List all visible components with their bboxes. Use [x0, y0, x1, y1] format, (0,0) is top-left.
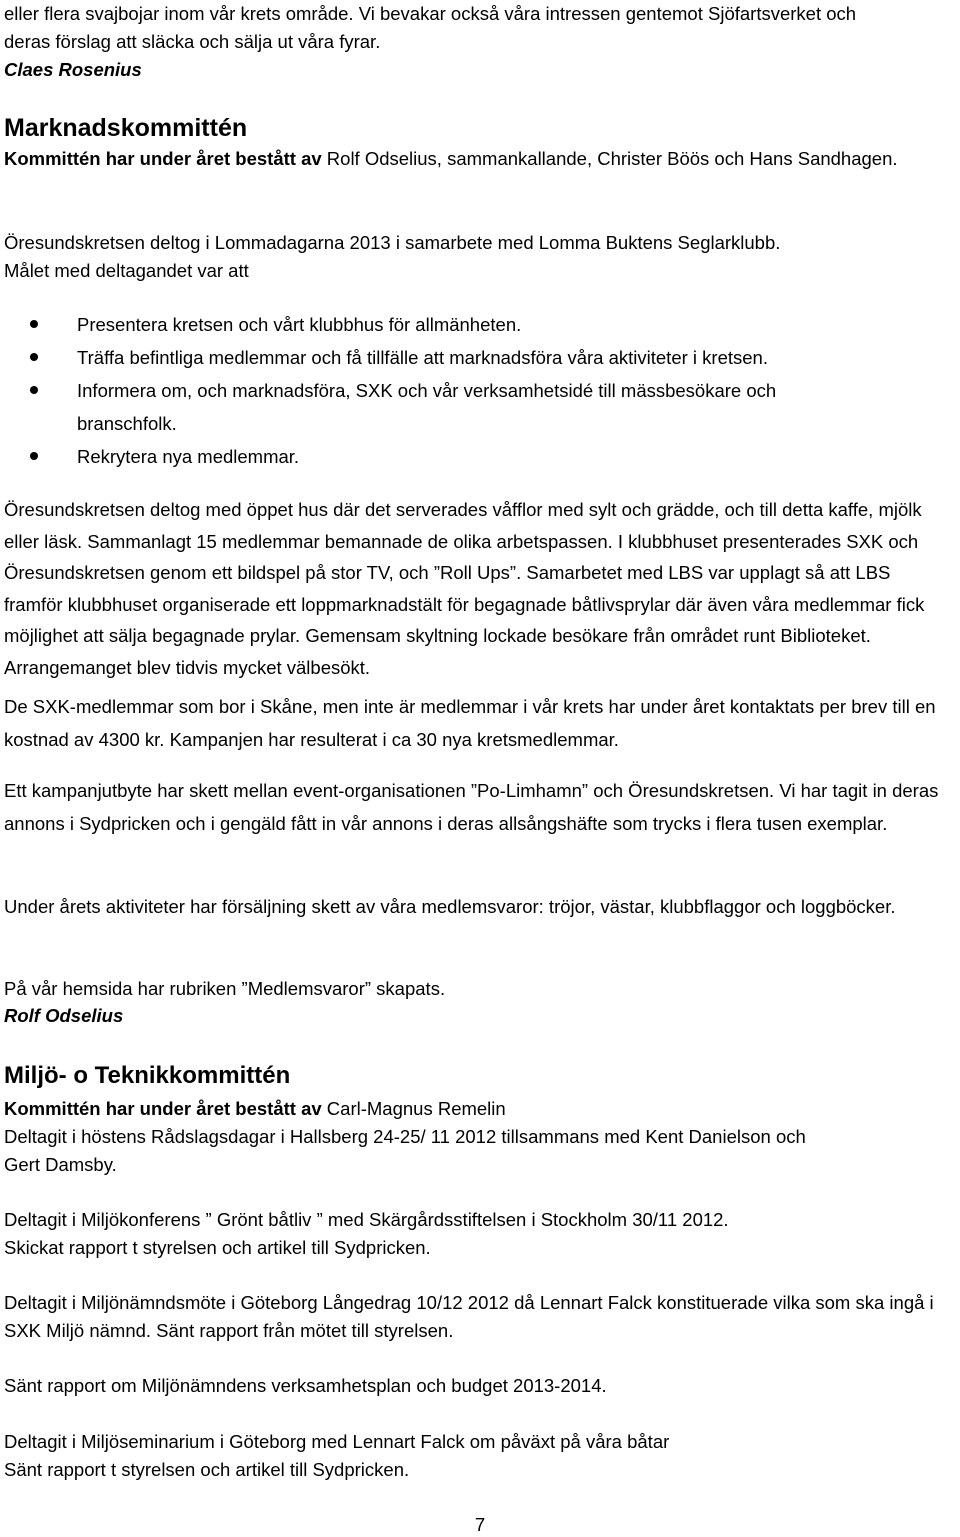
heading-marknadskommitten: Marknadskommittén: [4, 114, 248, 142]
miljo-p2-line2: Skickat rapport t styrelsen och artikel till Sydpricken.: [4, 1237, 431, 1258]
list-item: Informera om, och marknadsföra, SXK och vår verksamhetsidé till mässbesökare och branschfolk.: [4, 374, 877, 440]
marknad-paragraph-2: De SXK-medlemmar som bor i Skåne, men inte är medlemmar i vår krets har under året kontaktats per brev till en kostnad av 4300 kr. Kampanjen har resulterat i ca 30 nya kretsmedlemmar.: [4, 696, 936, 750]
marknad-paragraph-5: På vår hemsida har rubriken ”Medlemsvaror” skapats.: [4, 978, 446, 999]
bullet-icon: [30, 386, 38, 394]
marknad-goals-list: [4, 308, 904, 473]
signature-rolf: Rolf Odselius: [4, 1005, 124, 1026]
miljo-members: [4, 1095, 506, 1123]
list-item: Presentera kretsen och vårt klubbhus för allmänheten.: [4, 308, 904, 341]
marknad-paragraph-1: Öresundskretsen deltog med öppet hus där det serverades våfflor med sylt och grädde, och till detta kaffe, mjölk eller läsk. Sammanlagt 15 medlemmar bemannade de olika arbetspassen. I klubbhuset presenterades SXK och Öresundskretsen genom ett bildspel på stor TV, och ”Roll Ups”. Samarbetet med LBS var upplagt så att LBS framför klubbhuset organiserade ett loppmarknadstält för begagnade båtlivsprylar där även våra medlemmar fick möjlighet att sälja begagnade prylar. Gemensam skyltning lockade besökare från området runt Biblioteket. Arrangemanget blev tidvis mycket välbesökt.: [4, 499, 925, 678]
miljo-p4: Sänt rapport om Miljönämndens verksamhetsplan och budget 2013-2014.: [4, 1375, 607, 1396]
marknad-members-names: Rolf Odselius, sammankallande, Christer Böös och Hans Sandhagen.: [321, 148, 898, 169]
miljo-p1-line1: Deltagit i höstens Rådslagsdagar i Hallsberg 24-25/ 11 2012 tillsammans med Kent Danielson och: [4, 1126, 806, 1147]
top-line-1: eller flera svajbojar inom vår krets område. Vi bevakar också våra intressen gentemot Sjöfartsverket och: [4, 3, 857, 24]
miljo-members-lead: Kommittén har under året bestått av: [4, 1098, 322, 1119]
marknad-members: [4, 145, 904, 173]
marknad-members-lead: Kommittén har under året bestått av: [4, 148, 322, 169]
signature-claes: Claes Rosenius: [4, 59, 142, 80]
bullet-icon: [30, 452, 38, 460]
miljo-p1-line2: Gert Damsby.: [4, 1154, 117, 1175]
miljo-p3: Deltagit i Miljönämndsmöte i Göteborg Långedrag 10/12 2012 då Lennart Falck konstituerade vilka som ska ingå i SXK Miljö nämnd. Sänt rapport från mötet till styrelsen.: [4, 1292, 934, 1341]
miljo-p5-line2: Sänt rapport t styrelsen och artikel till Sydpricken.: [4, 1459, 410, 1480]
miljo-p2-line1: Deltagit i Miljökonferens ” Grönt båtliv ” med Skärgårdsstiftelsen i Stockholm 30/11 2012.: [4, 1209, 729, 1230]
top-section: [4, 0, 856, 84]
bullet-icon: [30, 353, 38, 361]
list-item: Rekrytera nya medlemmar.: [4, 440, 904, 473]
page-number: 7: [474, 1514, 486, 1535]
miljo-p5-line1: Deltagit i Miljöseminarium i Göteborg med Lennart Falck om påväxt på våra båtar: [4, 1431, 670, 1452]
heading-miljo-teknik: Miljö- o Teknikkommittén: [4, 1062, 291, 1089]
top-line-2: deras förslag att släcka och sälja ut våra fyrar.: [4, 31, 381, 52]
list-item: Träffa befintliga medlemmar och få tillfälle att marknadsföra våra aktiviteter i kretsen.: [4, 341, 904, 374]
marknad-intro-1: Öresundskretsen deltog i Lommadagarna 2013 i samarbete med Lomma Buktens Seglarklubb.: [4, 232, 781, 253]
miljo-members-names: Carl-Magnus Remelin: [321, 1098, 506, 1119]
bullet-icon: [30, 320, 38, 328]
marknad-paragraph-4: Under årets aktiviteter har försäljning skett av våra medlemsvaror: tröjor, västar, klubbflaggor och loggböcker.: [4, 896, 896, 917]
marknad-intro-2: Målet med deltagandet var att: [4, 260, 249, 281]
marknad-paragraph-3: Ett kampanjutbyte har skett mellan event-organisationen ”Po-Limhamn” och Öresundskretsen. Vi har tagit in deras annons i Sydpricken och i gengäld fått in vår annons i deras allsångshäfte som trycks i flera tusen exemplar.: [4, 780, 939, 834]
